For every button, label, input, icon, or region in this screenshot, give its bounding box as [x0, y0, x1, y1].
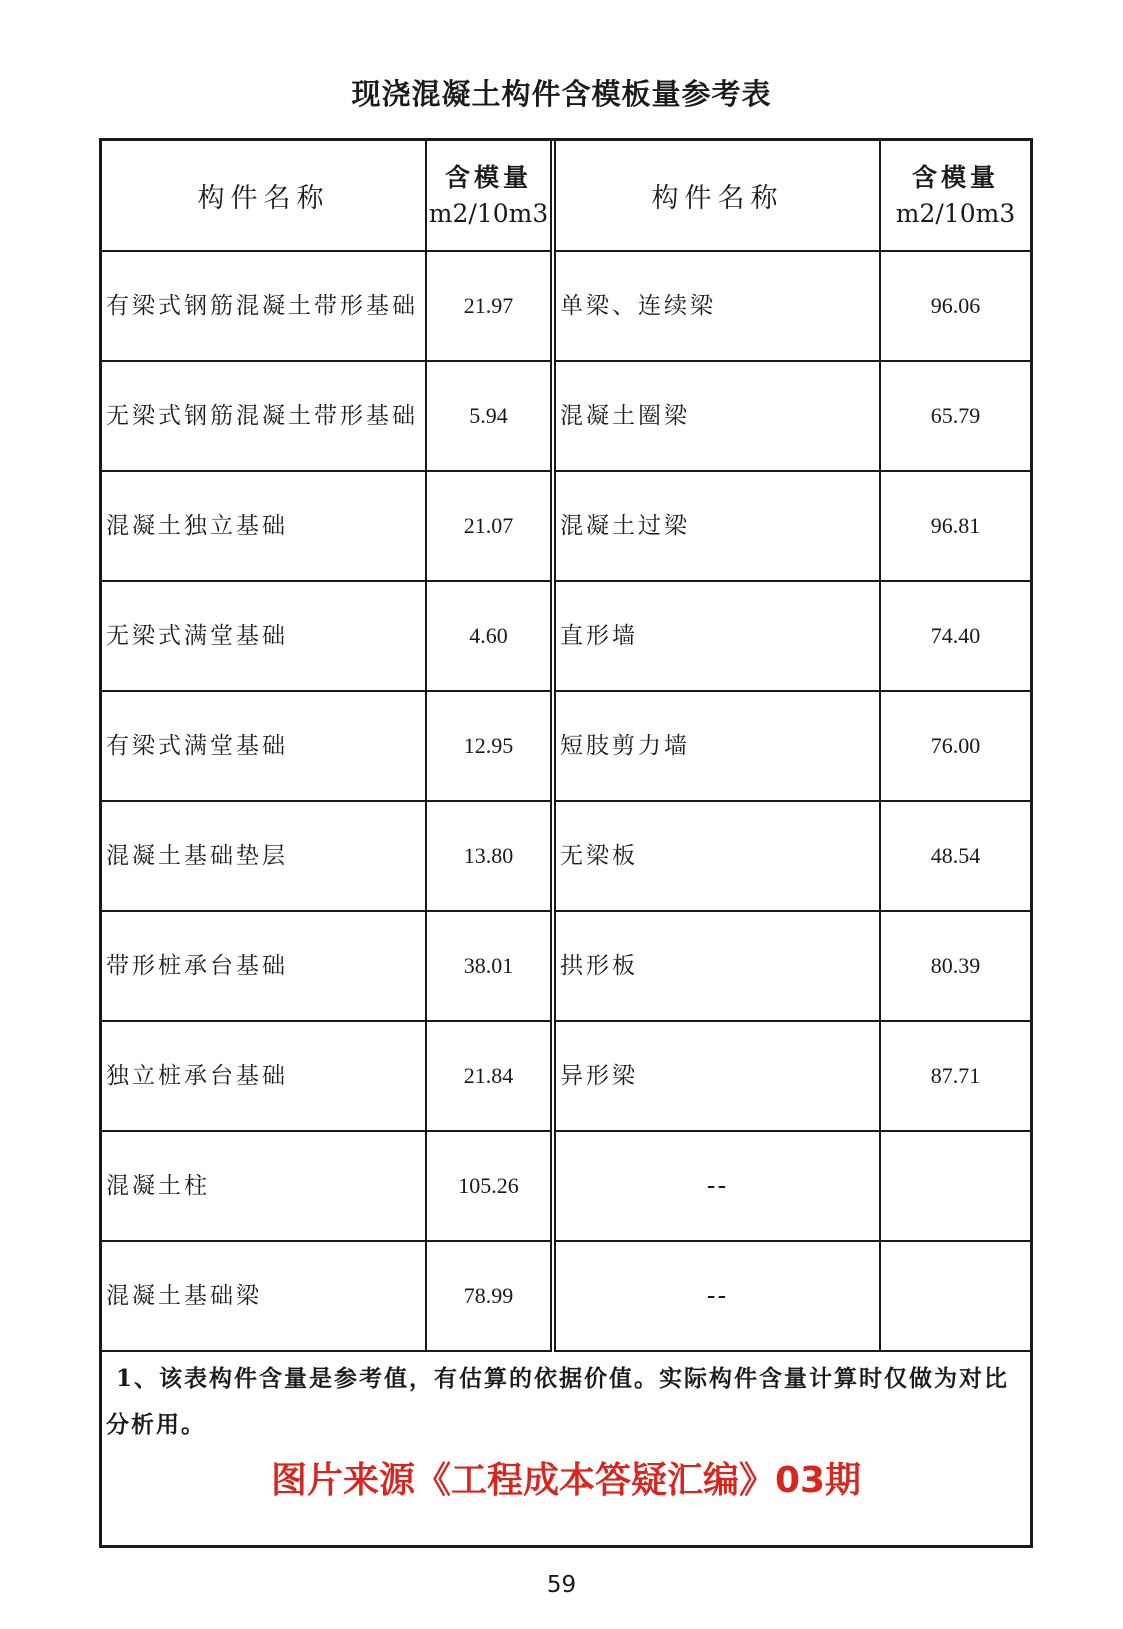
component-name: 有梁式满堂基础: [102, 691, 426, 801]
formwork-value: 87.71: [880, 1021, 1030, 1131]
table-header-row: [102, 141, 1030, 251]
component-name: 混凝土基础垫层: [102, 801, 426, 911]
formwork-value: 96.06: [880, 251, 1030, 361]
formwork-value: 21.07: [426, 471, 553, 581]
header-value-unit: m2/10m3: [895, 198, 1016, 228]
table-row: [102, 1131, 1030, 1241]
formwork-value: 21.97: [426, 251, 553, 361]
formwork-value: 12.95: [426, 691, 553, 801]
component-name: 拱形板: [553, 911, 880, 1021]
formwork-value: 76.00: [880, 691, 1030, 801]
table-row: [102, 691, 1030, 801]
component-name: 混凝土过梁: [553, 471, 880, 581]
formwork-value: 4.60: [426, 581, 553, 691]
empty-placeholder: --: [553, 1241, 880, 1351]
formwork-value: 80.39: [880, 911, 1030, 1021]
table-row: [102, 911, 1030, 1021]
table-note: 1、该表构件含量是参考值，有估算的依据价值。实际构件含量计算时仅做为对比分析用。: [106, 1365, 1010, 1438]
component-name: 混凝土柱: [102, 1131, 426, 1241]
component-name: 无梁式钢筋混凝土带形基础: [102, 361, 426, 471]
formwork-value: 65.79: [880, 361, 1030, 471]
table-row: [102, 471, 1030, 581]
header-value-label: 含模量: [444, 162, 532, 192]
formwork-value: 13.80: [426, 801, 553, 911]
page-title: 现浇混凝土构件含模板量参考表: [351, 77, 772, 111]
table-row: [102, 801, 1030, 911]
component-name: 混凝土独立基础: [102, 471, 426, 581]
component-name: 混凝土基础梁: [102, 1241, 426, 1351]
header-value-label: 含模量: [911, 162, 999, 192]
table-row: [102, 361, 1030, 471]
component-name: 异形梁: [553, 1021, 880, 1131]
header-value-unit: m2/10m3: [428, 198, 549, 228]
table-row: [102, 1241, 1030, 1351]
formwork-value: 48.54: [880, 801, 1030, 911]
header-component-name-left: 构件名称: [102, 141, 426, 251]
component-name: 独立桩承台基础: [102, 1021, 426, 1131]
header-component-name-right: 构件名称: [553, 141, 880, 251]
table-row: [102, 1021, 1030, 1131]
component-name: 无梁板: [553, 801, 880, 911]
component-name: 直形墙: [553, 581, 880, 691]
formwork-value: 21.84: [426, 1021, 553, 1131]
image-source-caption: 图片来源《工程成本答疑汇编》03期: [270, 1460, 862, 1501]
table-row: [102, 251, 1030, 361]
header-formwork-quantity-right: [880, 141, 1030, 251]
component-name: 混凝土圈梁: [553, 361, 880, 471]
header-formwork-quantity-left: [426, 141, 553, 251]
formwork-value: 78.99: [426, 1241, 553, 1351]
formwork-value: 74.40: [880, 581, 1030, 691]
page-number: 59: [546, 1572, 577, 1598]
component-name: 单梁、连续梁: [553, 251, 880, 361]
formwork-value: 5.94: [426, 361, 553, 471]
formwork-value: 105.26: [426, 1131, 553, 1241]
note-area: [102, 1342, 1030, 1545]
empty-placeholder: --: [553, 1131, 880, 1241]
component-name: 无梁式满堂基础: [102, 581, 426, 691]
formwork-value: [880, 1241, 1030, 1351]
component-name: 带形桩承台基础: [102, 911, 426, 1021]
table-frame: [99, 138, 1033, 1548]
component-name: 短肢剪力墙: [553, 691, 880, 801]
formwork-value: 38.01: [426, 911, 553, 1021]
reference-table: [102, 141, 1030, 1352]
table-row: [102, 581, 1030, 691]
formwork-value: 96.81: [880, 471, 1030, 581]
formwork-value: [880, 1131, 1030, 1241]
component-name: 有梁式钢筋混凝土带形基础: [102, 251, 426, 361]
